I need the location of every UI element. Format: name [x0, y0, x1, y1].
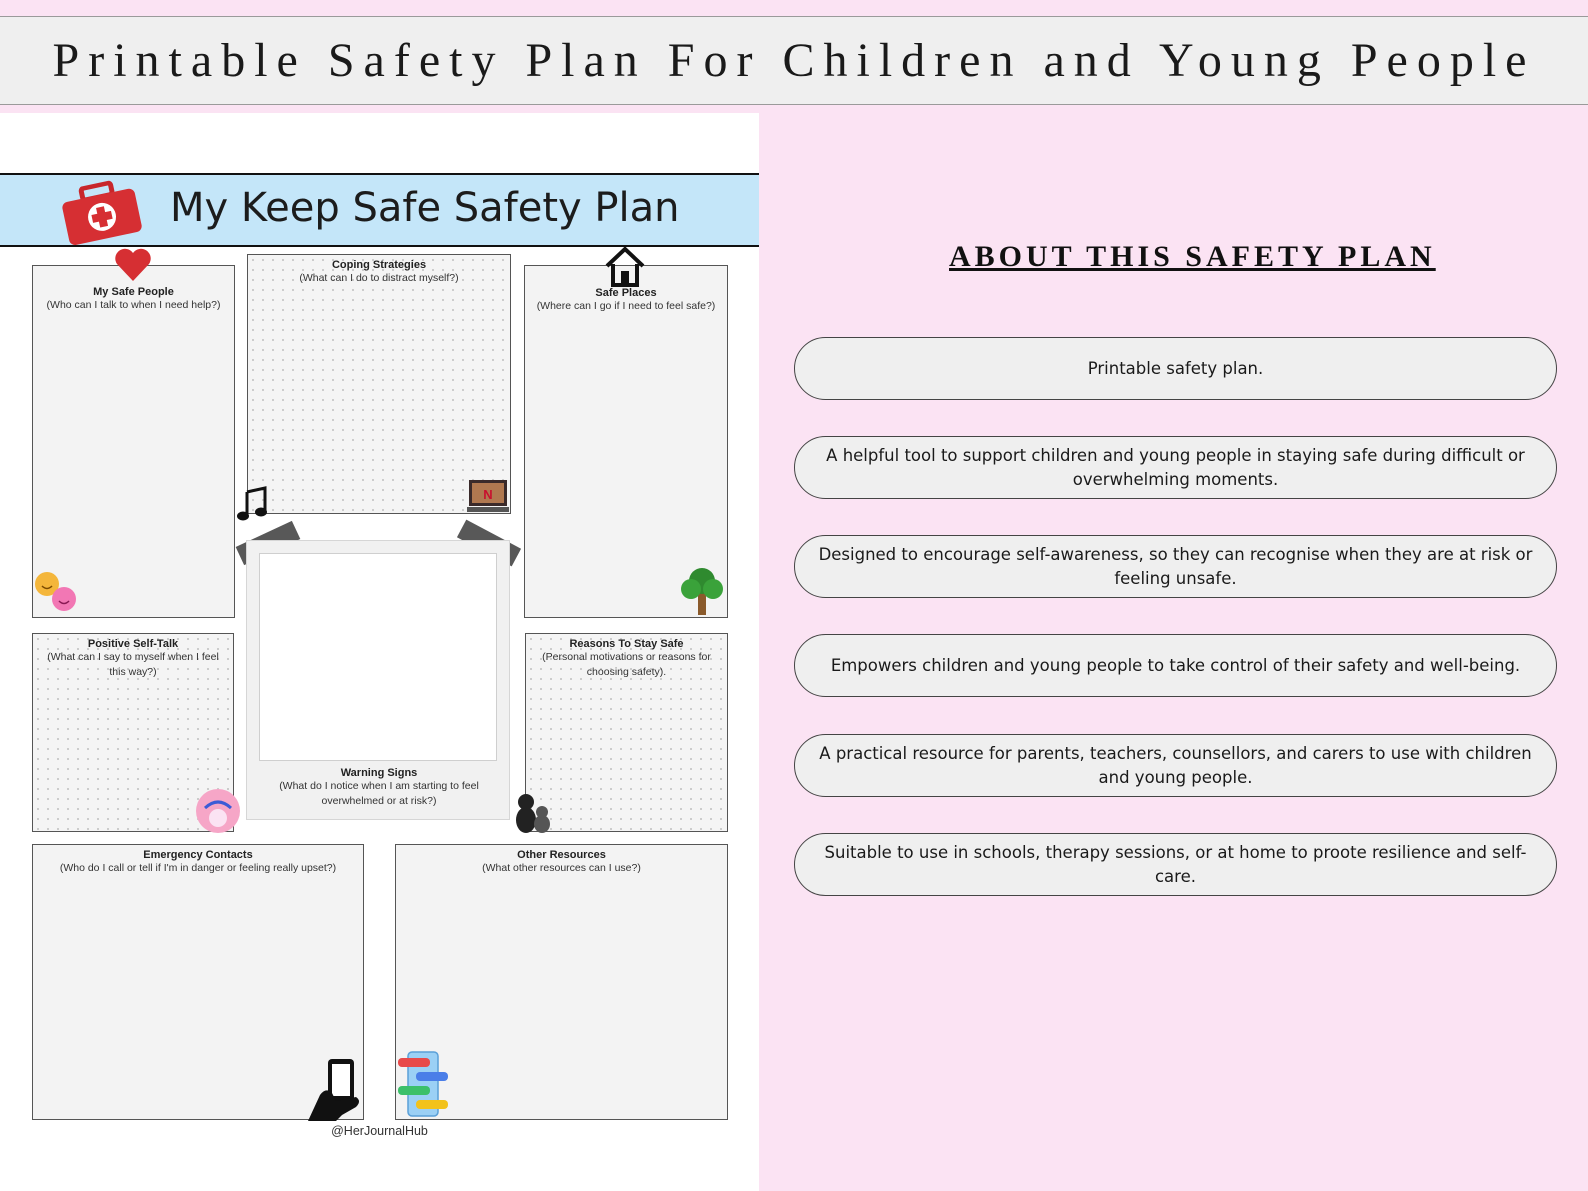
smiley-faces-icon	[34, 571, 80, 613]
about-item: A practical resource for parents, teachers, counsellors, and carers to use with children and young people.	[794, 734, 1557, 797]
reasons-box[interactable]	[525, 633, 728, 832]
about-item: Suitable to use in schools, therapy sessions, or at home to proote resilience and self-care.	[794, 833, 1557, 896]
phone-hand-icon	[306, 1057, 364, 1121]
coping-subtitle: (What can I do to distract myself?)	[299, 272, 459, 284]
coping-title: Coping Strategies	[331, 259, 427, 271]
self-talk-subtitle: (What can I say to myself when I feel this way?)	[47, 651, 219, 678]
about-item: Printable safety plan.	[794, 337, 1557, 400]
plan-title: My Keep Safe Safety Plan	[170, 185, 680, 231]
svg-text:N: N	[483, 487, 493, 502]
about-item: Designed to encourage self-awareness, so they can recognise when they are at risk or feeling unsafe.	[794, 535, 1557, 598]
plan-header	[0, 173, 759, 247]
tree-icon	[679, 563, 725, 615]
reasons-title: Reasons To Stay Safe	[569, 638, 684, 650]
self-talk-title: Positive Self-Talk	[87, 638, 179, 650]
resources-subtitle: (What other resources can I use?)	[482, 862, 641, 874]
warning-signs-polaroid[interactable]	[246, 540, 510, 820]
warning-title: Warning Signs	[340, 767, 418, 779]
about-heading: ABOUT THIS SAFETY PLAN	[949, 240, 1436, 273]
top-banner	[0, 16, 1588, 105]
about-item: Empowers children and young people to take control of their safety and well-being.	[794, 634, 1557, 697]
safe-people-box[interactable]	[32, 265, 235, 618]
brand-handle: @HerJournalHub	[331, 1124, 428, 1138]
heart-icon	[113, 247, 153, 283]
banner-title: Printable Safety Plan For Children and Young People	[52, 34, 1536, 87]
emergency-subtitle: (Who do I call or tell if I'm in danger or feeling really upset?)	[59, 862, 337, 874]
chat-bubbles-icon	[396, 1050, 452, 1118]
house-icon	[604, 245, 646, 287]
first-aid-kit-icon	[57, 176, 145, 249]
emergency-title: Emergency Contacts	[143, 849, 253, 861]
resources-title: Other Resources	[517, 849, 606, 861]
laptop-icon	[467, 478, 509, 514]
positive-vibes-sticker-icon	[195, 788, 241, 834]
music-note-icon	[237, 486, 269, 522]
safety-plan-sheet	[0, 113, 759, 1191]
polaroid-photo-area	[259, 553, 497, 761]
warning-text	[247, 763, 511, 809]
safe-places-title: Safe Places	[595, 287, 657, 299]
dog-cat-icon	[512, 788, 552, 834]
safe-people-title: My Safe People	[93, 286, 174, 298]
warning-subtitle: (What do I notice when I am starting to feel overwhelmed or at risk?)	[279, 780, 479, 807]
about-item: A helpful tool to support children and young people in staying safe during difficult or overwhelming moments.	[794, 436, 1557, 499]
safe-people-subtitle: (Who can I talk to when I need help?)	[46, 299, 221, 311]
reasons-subtitle: (Personal motivations or reasons for choosing safety).	[542, 651, 711, 678]
safe-places-subtitle: (Where can I go if I need to feel safe?)	[536, 300, 716, 312]
coping-strategies-box[interactable]	[247, 254, 511, 514]
